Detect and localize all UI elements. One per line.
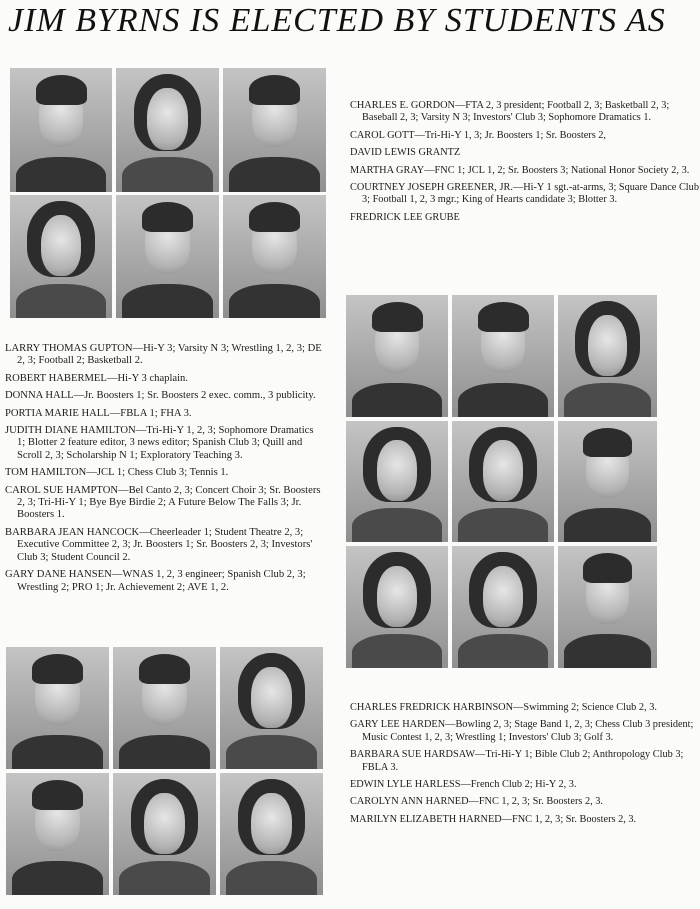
student-photo bbox=[558, 546, 657, 668]
student-entry: CAROLYN ANN HARNED—FNC 1, 2, 3; Sr. Boosters 2, 3. bbox=[350, 796, 603, 808]
student-photo bbox=[113, 647, 216, 769]
student-photo bbox=[346, 295, 448, 417]
student-entry: JUDITH DIANE HAMILTON—Tri-Hi-Y 1, 2, 3; Sophomore Dramatics 1; Blotter 2 feature editor, 3 news editor; Spanish Club 3; Quill and Scroll 2, 3; Scholarship N 1; Exploratory Teaching 3. bbox=[5, 425, 314, 461]
student-entry: CAROL SUE HAMPTON—Bel Canto 2, 3; Concert Choir 3; Sr. Boosters 2, 3; Tri-Hi-Y 1; Bye Bye Birdie 2; A Future Below The Falls 3; Jr. Boosters 1. bbox=[5, 484, 321, 521]
student-entry: MARTHA GRAY—FNC 1; JCL 1, 2; Sr. Boosters 3; National Honor Society 2, 3. bbox=[350, 164, 690, 176]
student-entry: DONNA HALL—Jr. Boosters 1; Sr. Boosters 2 exec. comm., 3 publicity. bbox=[5, 390, 316, 402]
student-photo bbox=[452, 295, 554, 417]
student-photo bbox=[10, 68, 112, 192]
student-entry: GARY LEE HARDEN—Bowling 2, 3; Stage Band 1, 2, 3; Chess Club 3 president; Music Contest 1, 2, 3; Wrestling 1; Investors' Club 3; Golf 3. bbox=[350, 719, 694, 743]
photo-grid-top-left bbox=[10, 68, 326, 318]
student-photo bbox=[558, 295, 657, 417]
student-photo bbox=[220, 773, 323, 895]
student-entry: MARILYN ELIZABETH HARNED—FNC 1, 2, 3; Sr. Boosters 2, 3. bbox=[350, 813, 637, 825]
student-entry: TOM HAMILTON—JCL 1; Chess Club 3; Tennis 1. bbox=[5, 467, 229, 479]
student-photo bbox=[220, 647, 323, 769]
student-entry: FREDRICK LEE GRUBE bbox=[350, 211, 460, 223]
student-photo bbox=[10, 195, 112, 318]
student-entry: ROBERT HABERMEL—Hi-Y 3 chaplain. bbox=[5, 372, 188, 384]
student-photo bbox=[558, 421, 657, 542]
student-photo bbox=[223, 68, 326, 192]
photo-grid-middle-right bbox=[346, 295, 657, 668]
student-photo bbox=[452, 421, 554, 542]
student-photo bbox=[113, 773, 216, 895]
student-photo bbox=[346, 421, 448, 542]
student-entry: LARRY THOMAS GUPTON—Hi-Y 3; Varsity N 3; Wrestling 1, 2, 3; DE 2, 3; Football 2; Basketball 2. bbox=[5, 343, 322, 367]
student-photo bbox=[6, 647, 109, 769]
student-entry: COURTNEY JOSEPH GREENER, JR.—Hi-Y 1 sgt.-at-arms, 3; Square Dance Club 3; Football 1, 2, 3 mgr.; King of Hearts candidate 3; Blotter 3. bbox=[350, 182, 699, 206]
student-photo bbox=[116, 68, 219, 192]
student-entry: CHARLES E. GORDON—FTA 2, 3 president; Football 2, 3; Basketball 2, 3; Baseball 2, 3; Varsity N 3; Investors' Club 3; Sophomore Dramatics 1. bbox=[350, 100, 670, 124]
photo-grid-bottom-left bbox=[6, 647, 323, 895]
student-entry: CHARLES FREDRICK HARBINSON—Swimming 2; Science Club 2, 3. bbox=[350, 702, 657, 713]
student-entry: DAVID LEWIS GRANTZ bbox=[350, 147, 461, 159]
student-photo bbox=[116, 195, 219, 318]
student-entry: PORTIA MARIE HALL—FBLA 1; FHA 3. bbox=[5, 407, 192, 419]
student-entries-right-bottom bbox=[350, 702, 700, 831]
student-entry: CAROL GOTT—Tri-Hi-Y 1, 3; Jr. Boosters 1; Sr. Boosters 2, bbox=[350, 129, 607, 141]
student-entry: BARBARA SUE HARDSAW—Tri-Hi-Y 1; Bible Club 2; Anthropology Club 3; FBLA 3. bbox=[350, 749, 684, 773]
student-photo bbox=[223, 195, 326, 318]
student-entry: GARY DANE HANSEN—WNAS 1, 2, 3 engineer; Spanish Club 2, 3; Wrestling 2; PRO 1; Jr. Achievement 2; AVE 1, 2. bbox=[5, 569, 306, 593]
student-entries-right-top bbox=[350, 100, 700, 229]
student-entry: EDWIN LYLE HARLESS—French Club 2; Hi-Y 2, 3. bbox=[350, 779, 577, 791]
student-entries-left bbox=[5, 343, 323, 599]
student-entry: BARBARA JEAN HANCOCK—Cheerleader 1; Student Theatre 2, 3; Executive Committee 2, 3; Jr. Boosters 1; Sr. Boosters 2, 3; Investors' Club 3; Student Council 2. bbox=[5, 526, 313, 563]
page-headline: JIM BYRNS IS ELECTED BY STUDENTS AS bbox=[8, 2, 666, 39]
student-photo bbox=[6, 773, 109, 895]
student-photo bbox=[452, 546, 554, 668]
student-photo bbox=[346, 546, 448, 668]
